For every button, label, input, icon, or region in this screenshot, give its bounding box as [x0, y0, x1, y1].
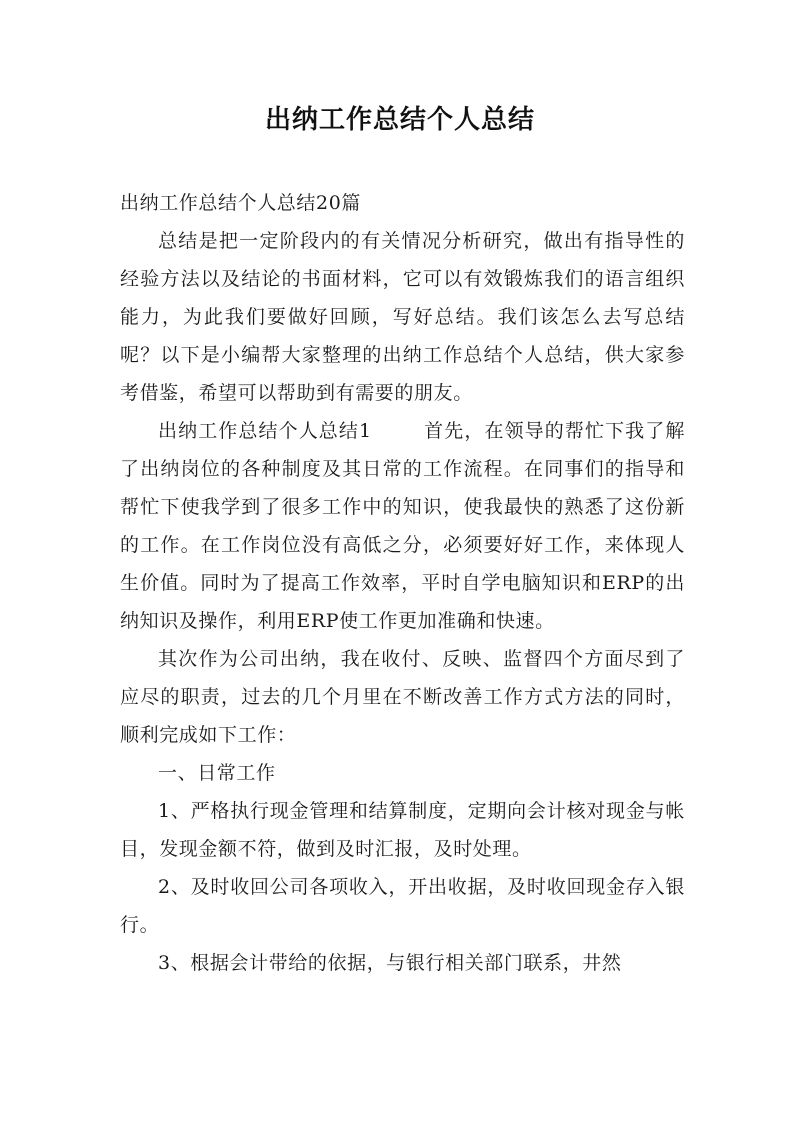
list-item-2: 2、及时收回公司各项收入，开出收据，及时收回现金存入银行。 [120, 876, 685, 936]
list-item-3: 3、根据会计带给的依据，与银行相关部门联系，井然 [158, 952, 622, 974]
section1-text: 首先，在领导的帮忙下我了解了出纳岗位的各种制度及其日常的工作流程。在同事们的指导和帮忙下使我学到了很多工作中的知识，使我最快的熟悉了这份新的工作。在工作岗位没有高低之分，必须要好好工作，来体现人生价值。同时为了提高工作效率，平时自学电脑知识和ERP的出纳知识及操作，利用ERP使工作更加准确和快速。 [120, 420, 685, 632]
paragraph-2: 其次作为公司出纳，我在收付、反映、监督四个方面尽到了应尽的职责，过去的几个月里在不断改善工作方式方法的同时，顺利完成如下工作： [120, 648, 685, 746]
list-item-1: 1、严格执行现金管理和结算制度，定期向会计核对现金与帐目，发现金额不符，做到及时汇报，及时处理。 [120, 800, 685, 860]
intro-paragraph: 总结是把一定阶段内的有关情况分析研究，做出有指导性的经验方法以及结论的书面材料，它可以有效锻炼我们的语言组织能力，为此我们要做好回顾，写好总结。我们该怎么去写总结呢？以下是小编帮大家整理的出纳工作总结个人总结，供大家参考借鉴，希望可以帮助到有需要的朋友。 [120, 230, 685, 404]
page-title: 出纳工作总结个人总结 [264, 105, 535, 135]
document-body [120, 184, 685, 982]
section1-heading: 出纳工作总结个人总结1 [158, 420, 372, 442]
section1-paragraph [120, 412, 685, 640]
daily-work-heading: 一、日常工作 [158, 762, 276, 784]
subtitle-line: 出纳工作总结个人总结20篇 [120, 192, 361, 214]
